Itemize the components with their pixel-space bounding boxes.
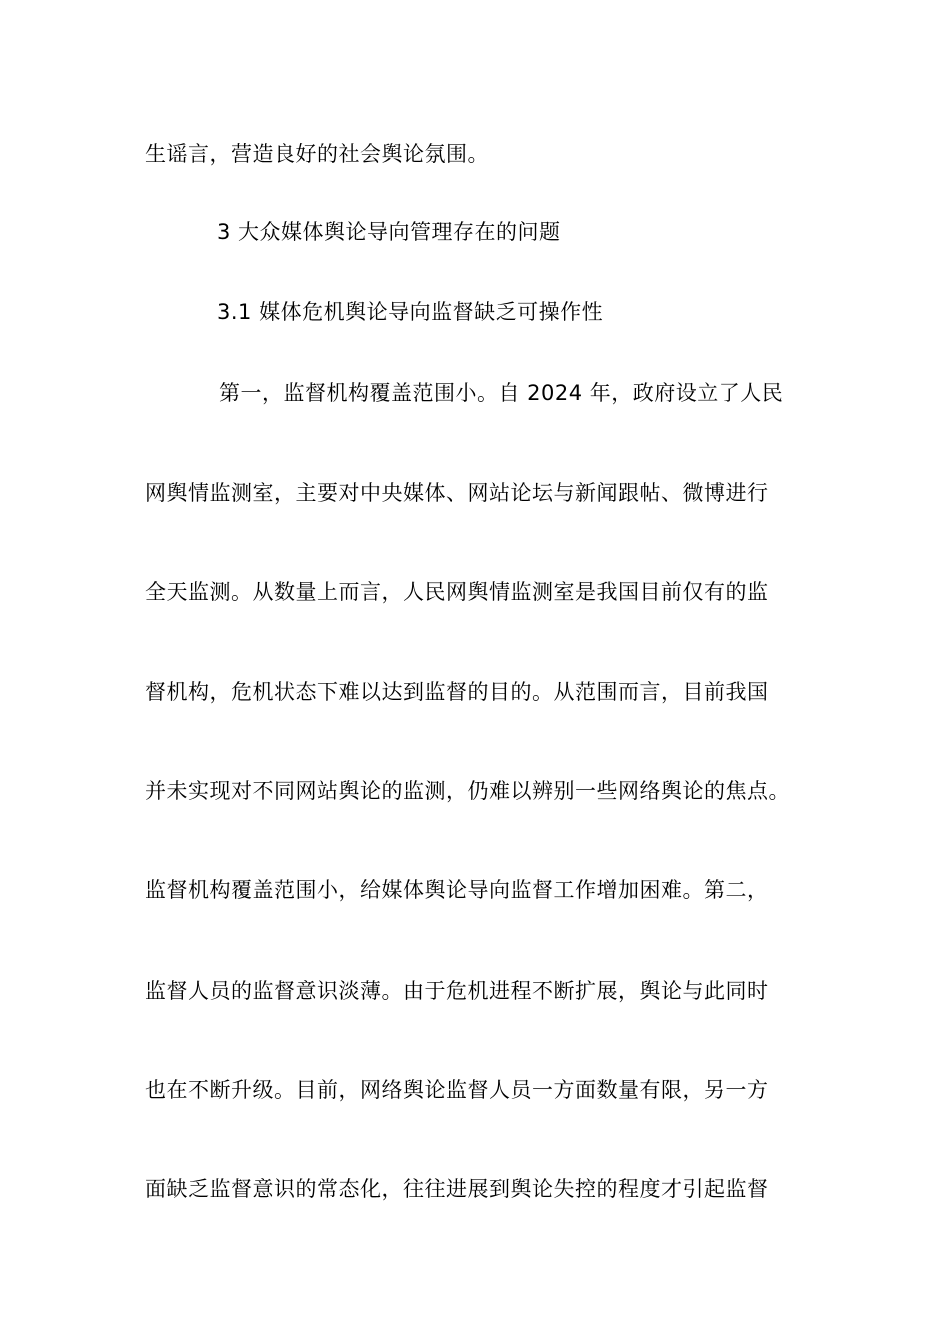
paragraph-line: 网舆情监测室，主要对中央媒体、网站论坛与新闻跟帖、微博进行 (145, 481, 769, 505)
paragraph-line: 监督人员的监督意识淡薄。由于危机进程不断扩展，舆论与此同时 (145, 979, 769, 1003)
paragraph-line: 也在不断升级。目前，网络舆论监督人员一方面数量有限，另一方 (145, 1078, 769, 1102)
paragraph-line: 第一，监督机构覆盖范围小。自 2024 年，政府设立了人民 (219, 381, 784, 405)
paragraph-line: 督机构，危机状态下难以达到监督的目的。从范围而言，目前我国 (145, 680, 769, 704)
paragraph-line: 并未实现对不同网站舆论的监测，仍难以辨别一些网络舆论的焦点。 (145, 779, 790, 803)
paragraph-line: 全天监测。从数量上而言，人民网舆情监测室是我国目前仅有的监 (145, 580, 769, 604)
section-heading: 3 大众媒体舆论导向管理存在的问题 (217, 220, 561, 244)
paragraph-line: 生谣言，营造良好的社会舆论氛围。 (145, 142, 489, 166)
subsection-heading: 3.1 媒体危机舆论导向监督缺乏可操作性 (217, 300, 604, 324)
paragraph-line: 面缺乏监督意识的常态化，往往进展到舆论失控的程度才引起监督 (145, 1177, 769, 1201)
paragraph-line: 监督机构覆盖范围小，给媒体舆论导向监督工作增加困难。第二， (145, 878, 769, 902)
